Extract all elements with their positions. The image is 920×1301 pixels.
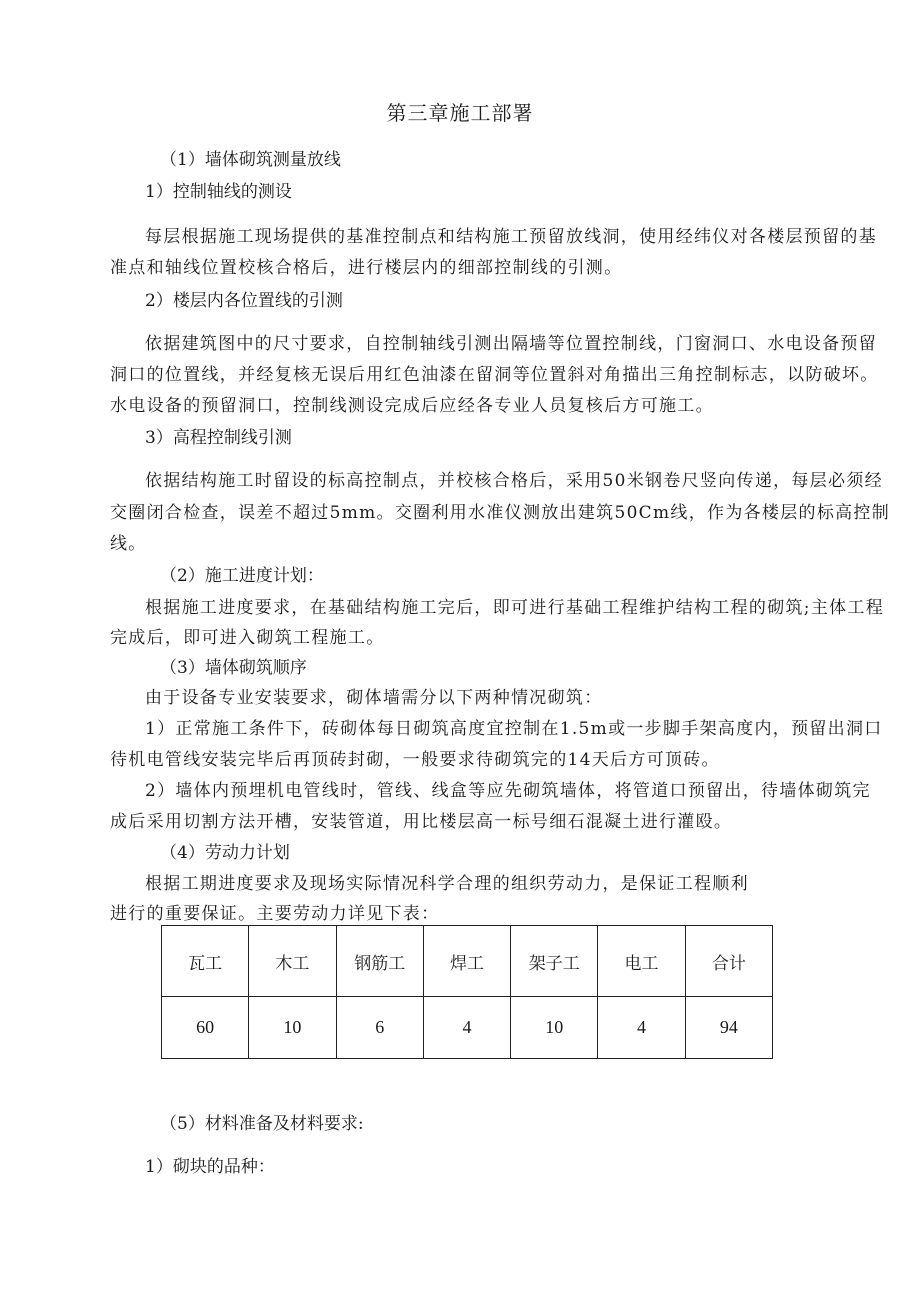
labor-table <box>161 925 773 1059</box>
paragraph-line: 完成后，即可进入砌筑工程施工。 <box>110 628 385 648</box>
paragraph-line: 待机电管线安装完毕后再顶砖封砌，一般要求待砌筑完的14天后方可顶砖。 <box>110 750 720 770</box>
table-header-cell: 合计 <box>685 926 772 997</box>
subheading-block-types: 1）砌块的品种： <box>145 1157 275 1177</box>
paragraph-line: 成后采用切割方法开槽，安装管道，用比楼层高一标号细石混凝土进行灌殴。 <box>110 812 733 832</box>
paragraph-line: 由于设备专业安装要求，砌体墙需分以下两种情况砌筑： <box>145 688 603 708</box>
section-5-heading: （5）材料准备及材料要求: <box>160 1114 364 1134</box>
paragraph-line: 依据建筑图中的尺寸要求，自控制轴线引测出隔墙等位置控制线，门窗洞口、水电设备预留 <box>145 334 877 354</box>
paragraph-line: 每层根据施工现场提供的基准控制点和结构施工预留放线洞，使用经纬仪对各楼层预留的基 <box>145 227 877 247</box>
section-1-heading: （1）墙体砌筑测量放线 <box>160 150 341 170</box>
table-cell: 60 <box>162 997 249 1059</box>
table-header-cell: 架子工 <box>511 926 598 997</box>
table-cell: 4 <box>423 997 510 1059</box>
table-cell: 10 <box>249 997 336 1059</box>
table-header-cell: 电工 <box>598 926 685 997</box>
page-title: 第三章施工部署 <box>386 101 534 125</box>
table-cell: 6 <box>336 997 423 1059</box>
table-row <box>162 997 773 1059</box>
paragraph-line: 依据结构施工时留设的标高控制点，并校核合格后，采用50米钢卷尺竖向传递，每层必须经 <box>145 471 883 491</box>
paragraph-line: 准点和轴线位置校核合格后，进行楼层内的细部控制线的引测。 <box>110 258 623 278</box>
paragraph-line: 根据工期进度要求及现场实际情况科学合理的组织劳动力，是保证工程顺利 <box>145 874 749 894</box>
table-header-cell: 瓦工 <box>162 926 249 997</box>
paragraph-line: 洞口的位置线，并经复核无误后用红色油漆在留洞等位置斜对角描出三角控制标志，以防破坏。 <box>110 365 879 385</box>
subheading-floor-lines: 2）楼层内各位置线的引测 <box>145 291 343 311</box>
paragraph-line: 线。 <box>110 534 147 554</box>
table-cell: 10 <box>511 997 598 1059</box>
paragraph-line: 1）正常施工条件下，砖砌体每日砌筑高度宜控制在1.5m或一步脚手架高度内，预留出洞口 <box>145 719 883 739</box>
table-header-row <box>162 926 773 997</box>
table-header-cell: 木工 <box>249 926 336 997</box>
paragraph-line: 交圈闭合检查，误差不超过5mm。交圈利用水准仪测放出建筑50Cm线，作为各楼层的标高控制 <box>110 503 891 523</box>
table-cell: 94 <box>685 997 772 1059</box>
subheading-elevation: 3）高程控制线引测 <box>145 428 292 448</box>
section-3-heading: （3）墙体砌筑顺序 <box>160 658 307 678</box>
paragraph-line: 水电设备的预留洞口，控制线测设完成后应经各专业人员复核后方可施工。 <box>110 396 714 416</box>
subheading-control-axis: 1）控制轴线的测设 <box>145 182 292 202</box>
section-2-heading: （2）施工进度计划： <box>160 566 324 586</box>
table-cell: 4 <box>598 997 685 1059</box>
table-header-cell: 钢筋工 <box>336 926 423 997</box>
section-4-heading: （4）劳动力计划 <box>160 843 290 863</box>
table-header-cell: 焊工 <box>423 926 510 997</box>
paragraph-line: 根据施工进度要求，在基础结构施工完后，即可进行基础工程维护结构工程的砌筑;主体工程 <box>145 598 885 618</box>
paragraph-line: 进行的重要保证。主要劳动力详见下表： <box>110 904 440 924</box>
paragraph-line: 2）墙体内预埋机电管线时，管线、线盒等应先砌筑墙体，将管道口预留出，待墙体砌筑完 <box>145 781 871 801</box>
